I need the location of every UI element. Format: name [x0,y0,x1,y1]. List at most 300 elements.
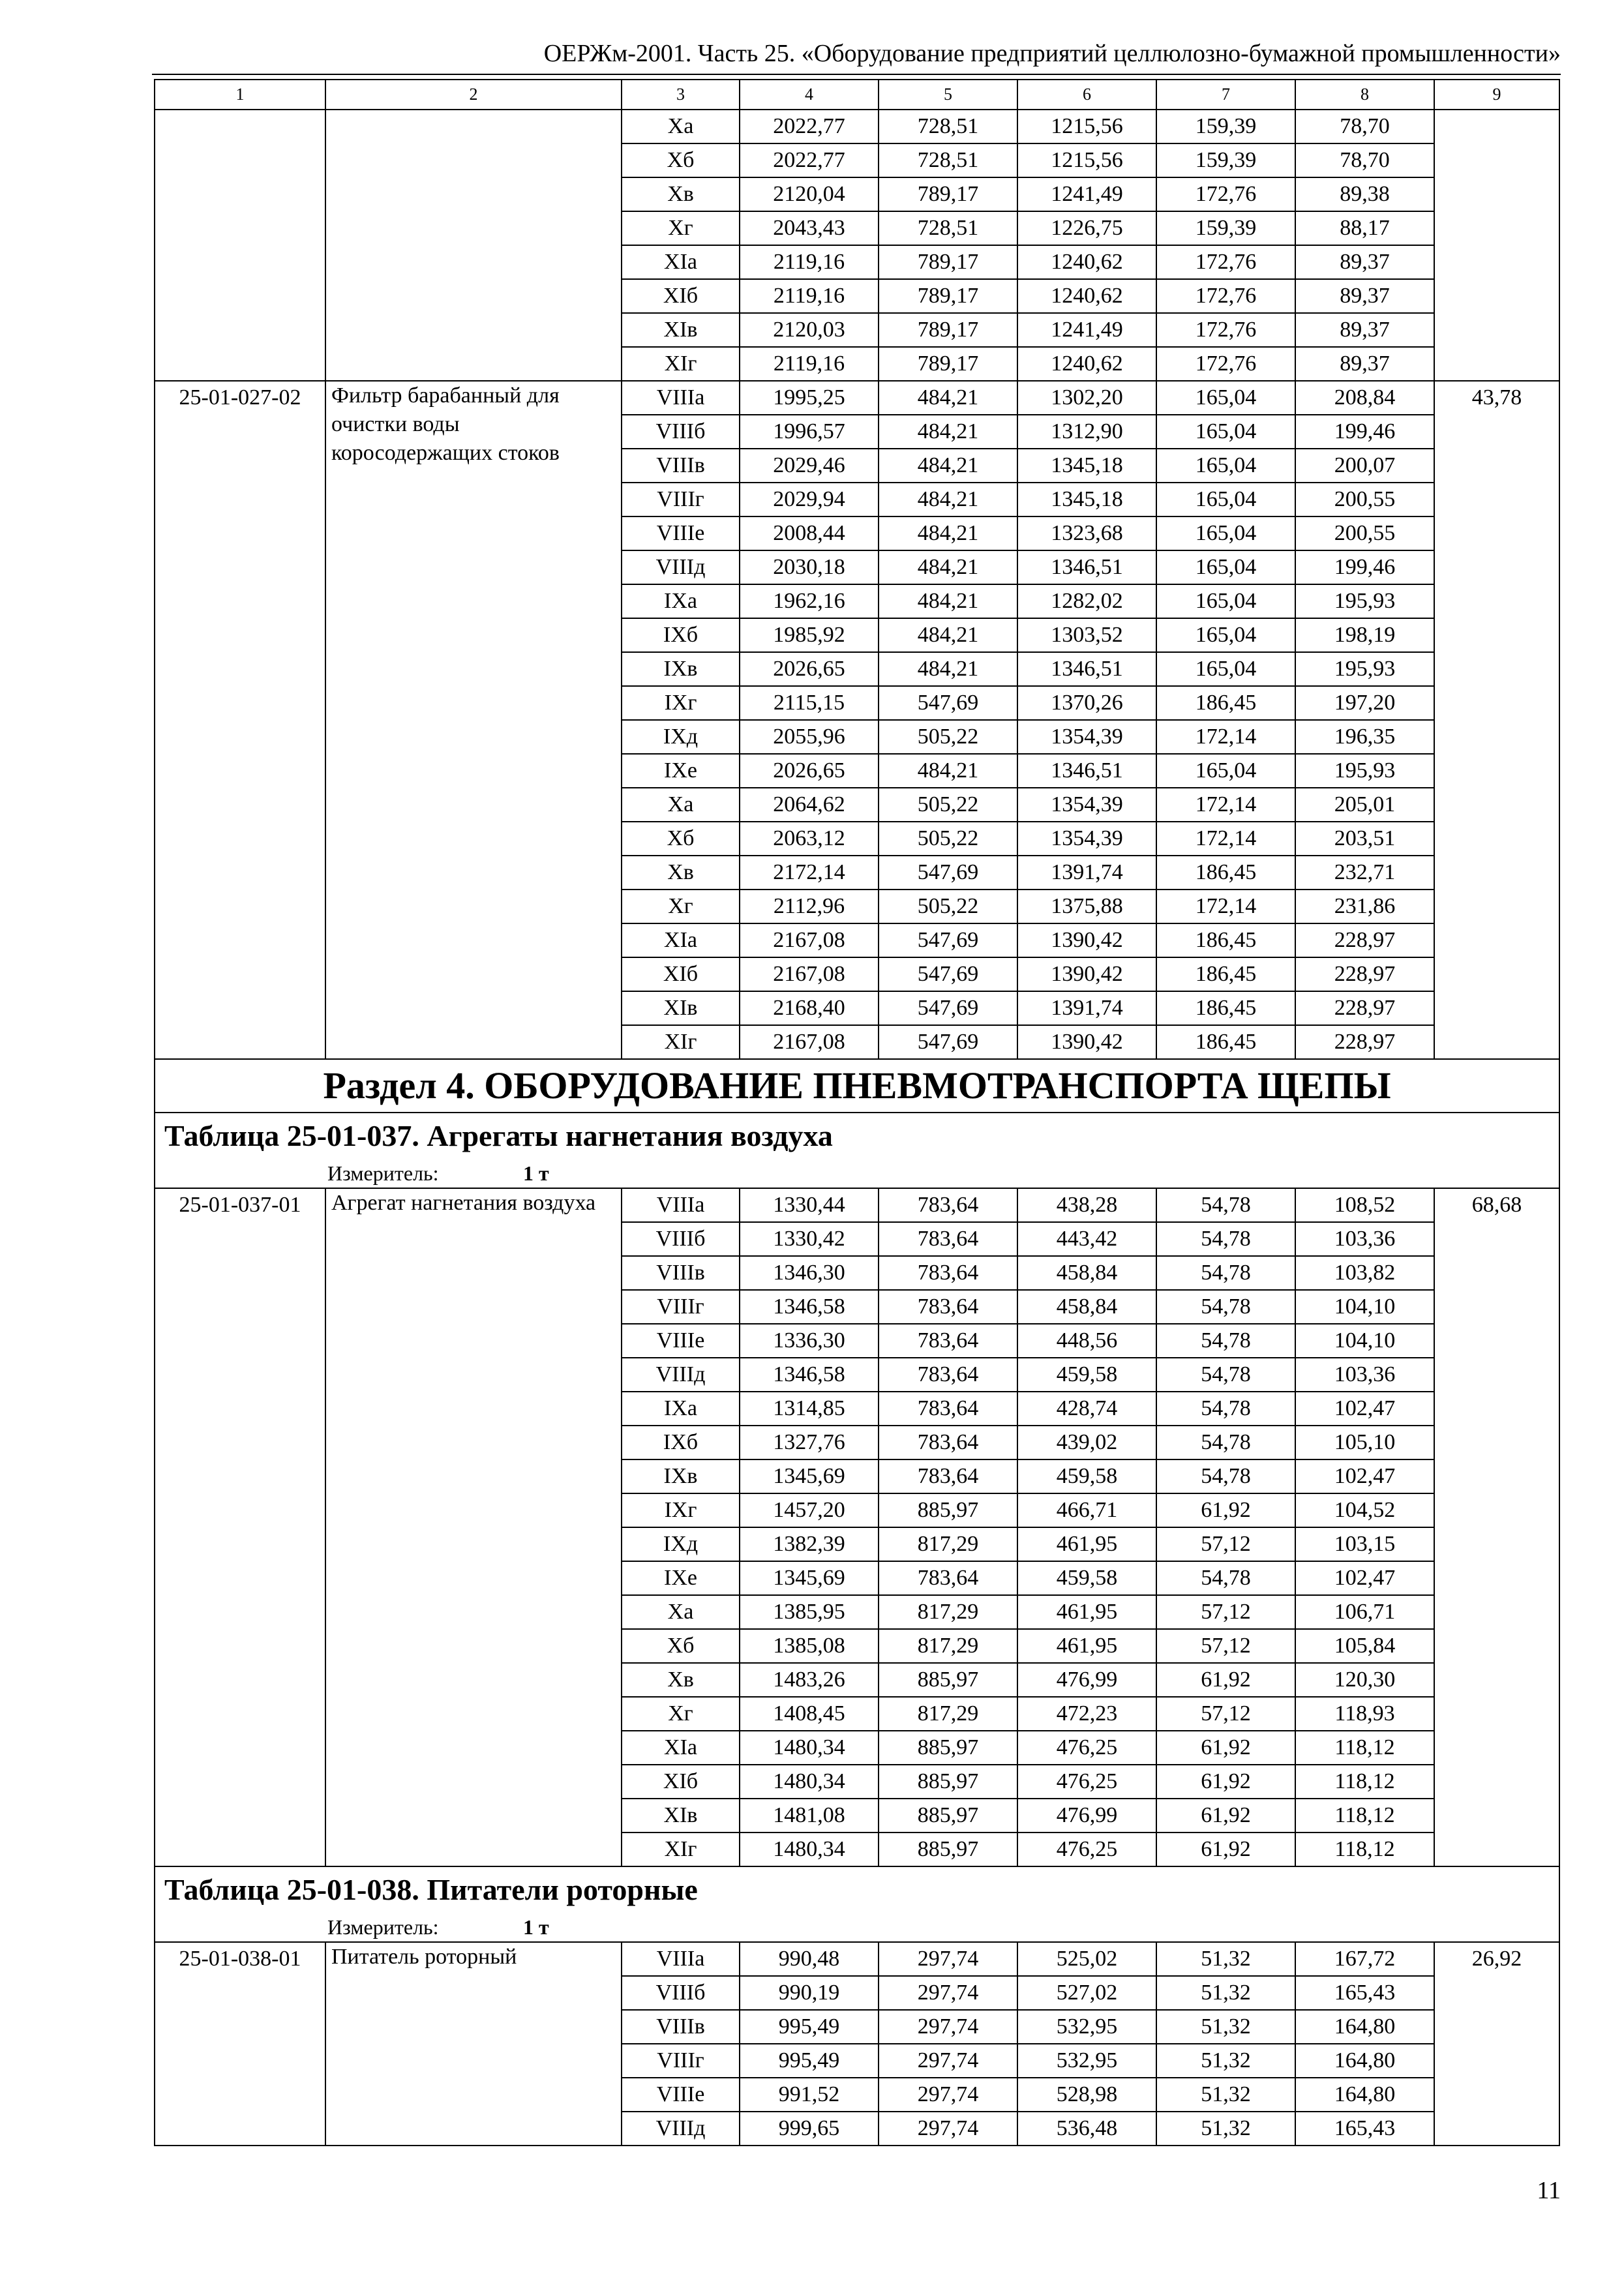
value-cell: 108,52 [1295,1188,1434,1222]
value-cell: 1354,39 [1017,720,1156,754]
item-name-cell: Агрегат нагнетания воздуха [325,1188,622,1866]
value-cell: 1382,39 [740,1527,879,1561]
item-code-cell: 25-01-037-01 [155,1188,325,1866]
value-cell: 228,97 [1295,923,1434,957]
value-cell: 208,84 [1295,381,1434,415]
item-name-cell: Питатель роторный [325,1942,622,2146]
value-cell: 438,28 [1017,1188,1156,1222]
value-cell: 1375,88 [1017,890,1156,923]
value-cell: 200,55 [1295,483,1434,516]
value-cell: 102,47 [1295,1392,1434,1426]
value-cell: 186,45 [1156,991,1295,1025]
page-number: 11 [1537,2177,1561,2204]
value-cell: 1345,18 [1017,449,1156,483]
value-cell: 167,72 [1295,1942,1434,1976]
value-cell: 443,42 [1017,1222,1156,1256]
value-cell: 164,80 [1295,2078,1434,2112]
measure-cell [155,1159,1559,1188]
region-group-cell: Xб [622,1629,740,1663]
value-cell: 817,29 [879,1595,1017,1629]
column-number-cell: 4 [740,80,879,110]
value-cell: 461,95 [1017,1595,1156,1629]
value-cell: 103,15 [1295,1527,1434,1561]
value-cell: 1346,30 [740,1256,879,1290]
value-cell: 1241,49 [1017,313,1156,347]
value-cell: 172,14 [1156,822,1295,856]
measure-cell [155,1913,1559,1942]
value-cell: 505,22 [879,890,1017,923]
value-cell: 231,86 [1295,890,1434,923]
value-cell: 783,64 [879,1256,1017,1290]
value-cell: 232,71 [1295,856,1434,890]
value-cell: 2063,12 [740,822,879,856]
region-group-cell: VIIIб [622,1222,740,1256]
region-group-cell: VIIIa [622,1942,740,1976]
value-cell: 2029,46 [740,449,879,483]
region-group-cell: Xб [622,143,740,177]
value-cell: 2167,08 [740,957,879,991]
value-cell: 172,14 [1156,890,1295,923]
region-group-cell: XIг [622,1833,740,1866]
value-cell: 165,04 [1156,516,1295,550]
value-cell: 817,29 [879,1697,1017,1731]
value-cell: 1385,08 [740,1629,879,1663]
value-cell: 2167,08 [740,1025,879,1059]
col9-cell: 43,78 [1434,381,1559,1059]
value-cell: 2022,77 [740,143,879,177]
region-group-cell: XIв [622,313,740,347]
value-cell: 118,12 [1295,1833,1434,1866]
region-group-cell: IXд [622,1527,740,1561]
value-cell: 2112,96 [740,890,879,923]
value-cell: 172,14 [1156,720,1295,754]
value-cell: 484,21 [879,516,1017,550]
value-cell: 789,17 [879,347,1017,381]
region-group-cell: XIa [622,245,740,279]
value-cell: 789,17 [879,177,1017,211]
value-cell: 297,74 [879,2078,1017,2112]
value-cell: 1330,44 [740,1188,879,1222]
value-cell: 1385,95 [740,1595,879,1629]
region-group-cell: VIIIв [622,2010,740,2044]
value-cell: 104,52 [1295,1493,1434,1527]
page-header-title: ОЕРЖм-2001. Часть 25. «Оборудование предприятий целлюлозно-бумажной промышленности» [543,40,1561,67]
value-cell: 2022,77 [740,110,879,143]
value-cell: 1354,39 [1017,822,1156,856]
value-cell: 118,93 [1295,1697,1434,1731]
value-cell: 54,78 [1156,1324,1295,1358]
measure-row [155,1159,1559,1188]
region-group-cell: Xв [622,177,740,211]
region-group-cell: VIIIд [622,2112,740,2146]
region-group-cell: VIIIг [622,483,740,516]
region-group-cell: VIIIe [622,2078,740,2112]
price-table [154,79,1560,2146]
value-cell: 57,12 [1156,1629,1295,1663]
value-cell: 78,70 [1295,143,1434,177]
value-cell: 1327,76 [740,1426,879,1459]
table-row [155,1188,1559,1222]
value-cell: 1282,02 [1017,584,1156,618]
value-cell: 484,21 [879,584,1017,618]
value-cell: 990,48 [740,1942,879,1976]
value-cell: 78,70 [1295,110,1434,143]
measure-unit: 1 т [523,1161,549,1185]
value-cell: 186,45 [1156,957,1295,991]
value-cell: 1346,58 [740,1290,879,1324]
value-cell: 165,04 [1156,652,1295,686]
column-number-cell: 9 [1434,80,1559,110]
value-cell: 532,95 [1017,2010,1156,2044]
value-cell: 1303,52 [1017,618,1156,652]
col9-cell: 68,68 [1434,1188,1559,1866]
value-cell: 2029,94 [740,483,879,516]
region-group-cell: IXe [622,754,740,788]
value-cell: 1985,92 [740,618,879,652]
value-cell: 1995,25 [740,381,879,415]
value-cell: 51,32 [1156,2078,1295,2112]
region-group-cell: IXa [622,584,740,618]
value-cell: 51,32 [1156,1976,1295,2010]
value-cell: 165,04 [1156,584,1295,618]
value-cell: 547,69 [879,923,1017,957]
value-cell: 1330,42 [740,1222,879,1256]
section-heading-row [155,1059,1559,1113]
value-cell: 459,58 [1017,1358,1156,1392]
value-cell: 203,51 [1295,822,1434,856]
value-cell: 1370,26 [1017,686,1156,720]
value-cell: 165,04 [1156,381,1295,415]
value-cell: 448,56 [1017,1324,1156,1358]
value-cell: 484,21 [879,618,1017,652]
value-cell: 89,37 [1295,313,1434,347]
value-cell: 165,43 [1295,2112,1434,2146]
value-cell: 2120,03 [740,313,879,347]
value-cell: 1480,34 [740,1765,879,1799]
value-cell: 1346,51 [1017,652,1156,686]
value-cell: 1314,85 [740,1392,879,1426]
region-group-cell: Xг [622,211,740,245]
value-cell: 2043,43 [740,211,879,245]
value-cell: 165,04 [1156,483,1295,516]
value-cell: 885,97 [879,1799,1017,1833]
value-cell: 61,92 [1156,1765,1295,1799]
value-cell: 61,92 [1156,1731,1295,1765]
value-cell: 1390,42 [1017,1025,1156,1059]
value-cell: 106,71 [1295,1595,1434,1629]
value-cell: 461,95 [1017,1527,1156,1561]
value-cell: 103,36 [1295,1222,1434,1256]
value-cell: 484,21 [879,415,1017,449]
value-cell: 528,98 [1017,2078,1156,2112]
table-row [155,110,1559,143]
value-cell: 547,69 [879,856,1017,890]
value-cell: 484,21 [879,652,1017,686]
value-cell: 88,17 [1295,211,1434,245]
region-group-cell: VIIIб [622,1976,740,2010]
value-cell: 783,64 [879,1324,1017,1358]
value-cell: 118,12 [1295,1765,1434,1799]
value-cell: 2030,18 [740,550,879,584]
value-cell: 991,52 [740,2078,879,2112]
value-cell: 172,76 [1156,347,1295,381]
value-cell: 102,47 [1295,1561,1434,1595]
value-cell: 1346,58 [740,1358,879,1392]
value-cell: 51,32 [1156,2112,1295,2146]
value-cell: 118,12 [1295,1731,1434,1765]
value-cell: 196,35 [1295,720,1434,754]
value-cell: 165,04 [1156,415,1295,449]
value-cell: 484,21 [879,754,1017,788]
value-cell: 885,97 [879,1765,1017,1799]
value-cell: 459,58 [1017,1561,1156,1595]
value-cell: 1391,74 [1017,856,1156,890]
value-cell: 995,49 [740,2010,879,2044]
region-group-cell: IXв [622,652,740,686]
value-cell: 2172,14 [740,856,879,890]
value-cell: 2119,16 [740,279,879,313]
value-cell: 817,29 [879,1527,1017,1561]
value-cell: 1226,75 [1017,211,1156,245]
value-cell: 1345,69 [740,1459,879,1493]
value-cell: 728,51 [879,110,1017,143]
value-cell: 103,36 [1295,1358,1434,1392]
region-group-cell: VIIIб [622,415,740,449]
value-cell: 54,78 [1156,1459,1295,1493]
value-cell: 165,43 [1295,1976,1434,2010]
region-group-cell: Xв [622,1663,740,1697]
value-cell: 1390,42 [1017,957,1156,991]
value-cell: 1457,20 [740,1493,879,1527]
section-title: Раздел 4. ОБОРУДОВАНИЕ ПНЕВМОТРАНСПОРТА ЩЕПЫ [155,1059,1559,1113]
value-cell: 89,37 [1295,347,1434,381]
value-cell: 459,58 [1017,1459,1156,1493]
column-number-cell: 6 [1017,80,1156,110]
value-cell: 89,37 [1295,279,1434,313]
value-cell: 484,21 [879,550,1017,584]
region-group-cell: XIг [622,347,740,381]
value-cell: 505,22 [879,720,1017,754]
value-cell: 228,97 [1295,1025,1434,1059]
value-cell: 536,48 [1017,2112,1156,2146]
value-cell: 186,45 [1156,856,1295,890]
value-cell: 461,95 [1017,1629,1156,1663]
measure-unit: 1 т [523,1915,549,1939]
region-group-cell: VIIIe [622,516,740,550]
value-cell: 885,97 [879,1663,1017,1697]
region-group-cell: VIIIa [622,1188,740,1222]
value-cell: 990,19 [740,1976,879,2010]
empty-name-cell [325,110,622,381]
header-divider [152,74,1561,75]
value-cell: 1240,62 [1017,279,1156,313]
value-cell: 999,65 [740,2112,879,2146]
value-cell: 159,39 [1156,110,1295,143]
value-cell: 164,80 [1295,2010,1434,2044]
region-group-cell: VIIIa [622,381,740,415]
value-cell: 159,39 [1156,143,1295,177]
region-group-cell: VIIIг [622,2044,740,2078]
table-title: Таблица 25-01-038. Питатели роторные [155,1866,1559,1913]
value-cell: 783,64 [879,1561,1017,1595]
value-cell: 476,25 [1017,1765,1156,1799]
region-group-cell: IXг [622,1493,740,1527]
table-row [155,1942,1559,1976]
value-cell: 195,93 [1295,754,1434,788]
value-cell: 297,74 [879,2112,1017,2146]
value-cell: 61,92 [1156,1833,1295,1866]
value-cell: 2026,65 [740,652,879,686]
value-cell: 51,32 [1156,2010,1295,2044]
value-cell: 200,07 [1295,449,1434,483]
value-cell: 228,97 [1295,957,1434,991]
measure-label: Измеритель: [327,1915,439,1939]
region-group-cell: Xa [622,788,740,822]
value-cell: 118,12 [1295,1799,1434,1833]
value-cell: 164,80 [1295,2044,1434,2078]
value-cell: 54,78 [1156,1256,1295,1290]
region-group-cell: VIIIв [622,449,740,483]
value-cell: 1215,56 [1017,110,1156,143]
measure-row [155,1913,1559,1942]
value-cell: 1240,62 [1017,245,1156,279]
value-cell: 789,17 [879,279,1017,313]
value-cell: 1345,69 [740,1561,879,1595]
value-cell: 165,04 [1156,550,1295,584]
value-cell: 2026,65 [740,754,879,788]
value-cell: 297,74 [879,2010,1017,2044]
region-group-cell: IXe [622,1561,740,1595]
value-cell: 1391,74 [1017,991,1156,1025]
value-cell: 54,78 [1156,1358,1295,1392]
value-cell: 199,46 [1295,550,1434,584]
value-cell: 159,39 [1156,211,1295,245]
value-cell: 195,93 [1295,652,1434,686]
value-cell: 105,10 [1295,1426,1434,1459]
value-cell: 205,01 [1295,788,1434,822]
value-cell: 2167,08 [740,923,879,957]
value-cell: 54,78 [1156,1392,1295,1426]
measure-label: Измеритель: [327,1161,439,1185]
value-cell: 61,92 [1156,1799,1295,1833]
column-number-cell: 5 [879,80,1017,110]
value-cell: 1354,39 [1017,788,1156,822]
value-cell: 1483,26 [740,1663,879,1697]
value-cell: 1408,45 [740,1697,879,1731]
value-cell: 57,12 [1156,1527,1295,1561]
value-cell: 1481,08 [740,1799,879,1833]
value-cell: 54,78 [1156,1561,1295,1595]
value-cell: 54,78 [1156,1426,1295,1459]
value-cell: 197,20 [1295,686,1434,720]
value-cell: 1346,51 [1017,754,1156,788]
value-cell: 525,02 [1017,1942,1156,1976]
value-cell: 172,76 [1156,245,1295,279]
value-cell: 1323,68 [1017,516,1156,550]
column-number-cell: 2 [325,80,622,110]
region-group-cell: IXд [622,720,740,754]
value-cell: 547,69 [879,686,1017,720]
region-group-cell: XIб [622,279,740,313]
value-cell: 2115,15 [740,686,879,720]
value-cell: 103,82 [1295,1256,1434,1290]
value-cell: 54,78 [1156,1188,1295,1222]
value-cell: 165,04 [1156,754,1295,788]
value-cell: 1215,56 [1017,143,1156,177]
value-cell: 198,19 [1295,618,1434,652]
region-group-cell: IXв [622,1459,740,1493]
region-group-cell: IXг [622,686,740,720]
value-cell: 2119,16 [740,245,879,279]
item-name-cell: Фильтр барабанный для очистки воды коросодержащих стоков [325,381,622,1059]
value-cell: 165,04 [1156,618,1295,652]
value-cell: 297,74 [879,1942,1017,1976]
value-cell: 532,95 [1017,2044,1156,2078]
value-cell: 89,37 [1295,245,1434,279]
value-cell: 1302,20 [1017,381,1156,415]
value-cell: 51,32 [1156,2044,1295,2078]
table-title-row [155,1866,1559,1913]
value-cell: 172,76 [1156,177,1295,211]
value-cell: 476,25 [1017,1731,1156,1765]
value-cell: 527,02 [1017,1976,1156,2010]
value-cell: 783,64 [879,1188,1017,1222]
value-cell: 297,74 [879,2044,1017,2078]
value-cell: 2008,44 [740,516,879,550]
empty-col9-cell [1434,110,1559,381]
value-cell: 1390,42 [1017,923,1156,957]
item-code-cell: 25-01-027-02 [155,381,325,1059]
region-group-cell: Xг [622,890,740,923]
value-cell: 102,47 [1295,1459,1434,1493]
value-cell: 484,21 [879,381,1017,415]
value-cell: 1962,16 [740,584,879,618]
value-cell: 120,30 [1295,1663,1434,1697]
value-cell: 228,97 [1295,991,1434,1025]
value-cell: 439,02 [1017,1426,1156,1459]
value-cell: 885,97 [879,1833,1017,1866]
value-cell: 484,21 [879,483,1017,516]
value-cell: 1241,49 [1017,177,1156,211]
region-group-cell: Xв [622,856,740,890]
value-cell: 54,78 [1156,1222,1295,1256]
value-cell: 199,46 [1295,415,1434,449]
table-row [155,381,1559,415]
value-cell: 57,12 [1156,1595,1295,1629]
region-group-cell: VIIIд [622,1358,740,1392]
region-group-cell: VIIIв [622,1256,740,1290]
value-cell: 1345,18 [1017,483,1156,516]
value-cell: 885,97 [879,1731,1017,1765]
table-title-row [155,1113,1559,1159]
value-cell: 186,45 [1156,923,1295,957]
region-group-cell: XIa [622,923,740,957]
value-cell: 728,51 [879,143,1017,177]
region-group-cell: XIв [622,1799,740,1833]
value-cell: 1312,90 [1017,415,1156,449]
value-cell: 195,93 [1295,584,1434,618]
value-cell: 54,78 [1156,1290,1295,1324]
value-cell: 547,69 [879,991,1017,1025]
value-cell: 61,92 [1156,1663,1295,1697]
region-group-cell: XIг [622,1025,740,1059]
value-cell: 51,32 [1156,1942,1295,1976]
value-cell: 89,38 [1295,177,1434,211]
value-cell: 61,92 [1156,1493,1295,1527]
region-group-cell: VIIIд [622,550,740,584]
value-cell: 1996,57 [740,415,879,449]
value-cell: 2064,62 [740,788,879,822]
